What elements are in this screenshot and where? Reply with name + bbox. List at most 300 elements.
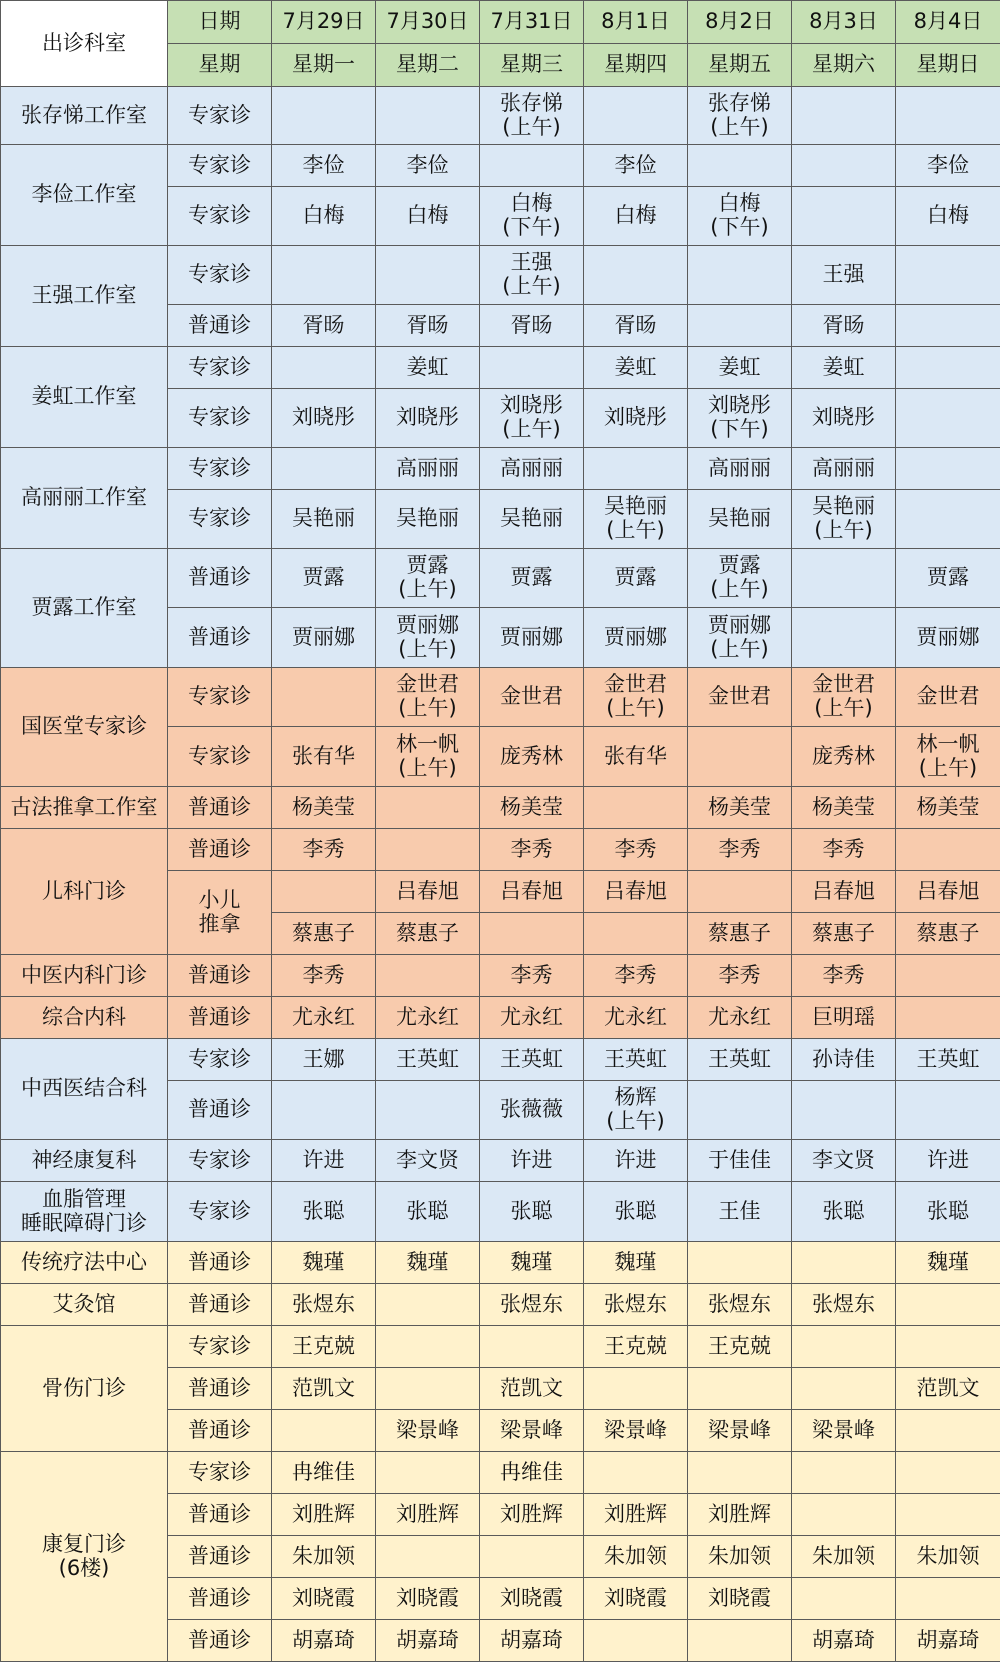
doctor-cell — [688, 246, 792, 305]
doctor-cell — [896, 87, 1000, 145]
doctor-cell: 贾丽娜 — [896, 608, 1000, 668]
clinic-type-cell: 普通诊 — [168, 608, 272, 668]
doctor-cell: 李俭 — [896, 145, 1000, 187]
doctor-cell: 胡嘉琦 — [792, 1620, 896, 1662]
doctor-cell: 杨辉 (上午) — [584, 1081, 688, 1140]
doctor-cell — [584, 913, 688, 955]
doctor-cell — [896, 1410, 1000, 1452]
doctor-cell — [688, 871, 792, 913]
doctor-cell: 梁景峰 — [792, 1410, 896, 1452]
doctor-cell: 刘晓彤 (上午) — [480, 389, 584, 448]
doctor-cell: 许进 — [272, 1140, 376, 1182]
doctor-cell: 蔡惠子 — [792, 913, 896, 955]
doctor-cell: 吴艳丽 (上午) — [792, 490, 896, 549]
doctor-cell: 贾露 — [480, 549, 584, 608]
doctor-cell: 于佳佳 — [688, 1140, 792, 1182]
doctor-cell — [376, 1536, 480, 1578]
doctor-cell — [896, 305, 1000, 347]
doctor-cell — [792, 1242, 896, 1284]
schedule-body — [1, 1, 1000, 1662]
department-cell: 高丽丽工作室 — [1, 448, 168, 549]
department-cell: 骨伤门诊 — [1, 1326, 168, 1452]
clinic-type-cell: 普通诊 — [168, 1284, 272, 1326]
doctor-cell: 吴艳丽 — [272, 490, 376, 549]
doctor-cell: 王英虹 — [376, 1039, 480, 1081]
doctor-cell — [480, 913, 584, 955]
doctor-cell: 杨美莹 — [480, 787, 584, 829]
doctor-cell: 王英虹 — [584, 1039, 688, 1081]
doctor-cell: 刘胜辉 — [584, 1494, 688, 1536]
doctor-cell: 张聪 — [272, 1182, 376, 1242]
schedule-row — [1, 1452, 1000, 1494]
doctor-cell: 许进 — [480, 1140, 584, 1182]
doctor-cell: 蔡惠子 — [688, 913, 792, 955]
doctor-cell: 王强 (上午) — [480, 246, 584, 305]
doctor-cell: 范凯文 — [272, 1368, 376, 1410]
doctor-cell: 胥旸 — [480, 305, 584, 347]
doctor-cell: 金世君 — [896, 668, 1000, 727]
doctor-cell — [688, 1620, 792, 1662]
department-cell: 血脂管理 睡眠障碍门诊 — [1, 1182, 168, 1242]
doctor-cell: 魏瑾 — [376, 1242, 480, 1284]
doctor-cell: 贾露 (上午) — [688, 549, 792, 608]
doctor-cell: 姜虹 — [376, 347, 480, 389]
doctor-cell: 张聪 — [376, 1182, 480, 1242]
clinic-type-cell: 专家诊 — [168, 1182, 272, 1242]
doctor-cell — [480, 1326, 584, 1368]
doctor-cell: 尤永红 — [480, 997, 584, 1039]
doctor-cell: 吕春旭 — [480, 871, 584, 913]
doctor-cell — [688, 305, 792, 347]
doctor-cell — [272, 668, 376, 727]
department-cell: 贾露工作室 — [1, 549, 168, 668]
doctor-cell — [792, 1326, 896, 1368]
doctor-cell: 贾丽娜 — [272, 608, 376, 668]
schedule-row — [1, 549, 1000, 608]
doctor-cell: 冉维佳 — [480, 1452, 584, 1494]
weekday-cell: 星期五 — [688, 44, 792, 87]
doctor-cell: 姜虹 — [584, 347, 688, 389]
doctor-cell — [688, 1452, 792, 1494]
doctor-cell: 贾露 — [272, 549, 376, 608]
doctor-cell — [584, 87, 688, 145]
clinic-type-cell: 专家诊 — [168, 1452, 272, 1494]
doctor-cell — [584, 448, 688, 490]
doctor-cell — [792, 1368, 896, 1410]
doctor-cell: 王克兢 — [688, 1326, 792, 1368]
doctor-cell: 林一帆 (上午) — [376, 727, 480, 787]
doctor-cell — [688, 1368, 792, 1410]
doctor-cell: 魏瑾 — [896, 1242, 1000, 1284]
department-cell: 王强工作室 — [1, 246, 168, 347]
doctor-cell: 李秀 — [272, 829, 376, 871]
doctor-cell: 张煜东 — [584, 1284, 688, 1326]
doctor-cell: 胡嘉琦 — [272, 1620, 376, 1662]
clinic-type-cell: 普通诊 — [168, 955, 272, 997]
doctor-cell: 吕春旭 — [376, 871, 480, 913]
doctor-cell: 蔡惠子 — [896, 913, 1000, 955]
schedule-row — [1, 347, 1000, 389]
department-cell: 姜虹工作室 — [1, 347, 168, 448]
doctor-cell: 梁景峰 — [480, 1410, 584, 1452]
doctor-cell: 姜虹 — [688, 347, 792, 389]
doctor-cell: 巨明瑶 — [792, 997, 896, 1039]
schedule-row — [1, 145, 1000, 187]
doctor-cell: 刘晓霞 — [688, 1578, 792, 1620]
doctor-cell: 金世君 (上午) — [792, 668, 896, 727]
doctor-cell: 张有华 — [272, 727, 376, 787]
doctor-cell: 王佳 — [688, 1182, 792, 1242]
clinic-type-cell: 普通诊 — [168, 1494, 272, 1536]
schedule-row — [1, 246, 1000, 305]
doctor-cell: 王英虹 — [480, 1039, 584, 1081]
doctor-cell: 白梅 — [272, 187, 376, 246]
doctor-cell: 刘晓彤 (下午) — [688, 389, 792, 448]
doctor-cell: 白梅 — [896, 187, 1000, 246]
doctor-cell: 刘胜辉 — [272, 1494, 376, 1536]
doctor-cell — [376, 1368, 480, 1410]
doctor-cell: 高丽丽 — [792, 448, 896, 490]
doctor-cell: 吴艳丽 — [688, 490, 792, 549]
doctor-cell: 刘胜辉 — [688, 1494, 792, 1536]
department-cell: 神经康复科 — [1, 1140, 168, 1182]
doctor-cell — [792, 145, 896, 187]
doctor-cell: 杨美莹 — [792, 787, 896, 829]
doctor-cell — [896, 955, 1000, 997]
doctor-cell: 尤永红 — [584, 997, 688, 1039]
doctor-cell: 李俭 — [584, 145, 688, 187]
doctor-cell — [272, 246, 376, 305]
doctor-cell: 张存悌 (上午) — [480, 87, 584, 145]
doctor-cell — [896, 347, 1000, 389]
doctor-cell: 杨美莹 — [688, 787, 792, 829]
clinic-type-cell: 普通诊 — [168, 549, 272, 608]
clinic-type-cell: 专家诊 — [168, 448, 272, 490]
clinic-type-cell: 普通诊 — [168, 1410, 272, 1452]
doctor-cell — [584, 1620, 688, 1662]
clinic-type-cell: 普通诊 — [168, 787, 272, 829]
clinic-type-cell: 普通诊 — [168, 1081, 272, 1140]
doctor-cell: 王英虹 — [896, 1039, 1000, 1081]
doctor-cell — [376, 1284, 480, 1326]
clinic-type-cell: 专家诊 — [168, 490, 272, 549]
doctor-cell: 金世君 (上午) — [584, 668, 688, 727]
doctor-cell: 张存悌 (上午) — [688, 87, 792, 145]
schedule-row — [1, 1140, 1000, 1182]
doctor-cell: 范凯文 — [896, 1368, 1000, 1410]
doctor-cell: 吕春旭 — [584, 871, 688, 913]
doctor-cell: 梁景峰 — [376, 1410, 480, 1452]
clinic-type-cell: 专家诊 — [168, 187, 272, 246]
clinic-type-cell: 专家诊 — [168, 1140, 272, 1182]
doctor-cell: 李秀 — [584, 955, 688, 997]
doctor-cell — [584, 246, 688, 305]
doctor-cell: 范凯文 — [480, 1368, 584, 1410]
doctor-cell — [792, 549, 896, 608]
department-cell: 古法推拿工作室 — [1, 787, 168, 829]
doctor-cell: 吴艳丽 (上午) — [584, 490, 688, 549]
doctor-cell: 刘胜辉 — [376, 1494, 480, 1536]
doctor-cell — [896, 1326, 1000, 1368]
doctor-cell — [792, 608, 896, 668]
doctor-cell: 白梅 — [376, 187, 480, 246]
doctor-cell: 冉维佳 — [272, 1452, 376, 1494]
doctor-cell: 张煜东 — [272, 1284, 376, 1326]
doctor-cell — [896, 1284, 1000, 1326]
clinic-type-cell: 普通诊 — [168, 1620, 272, 1662]
doctor-cell: 金世君 (上午) — [376, 668, 480, 727]
doctor-cell: 蔡惠子 — [272, 913, 376, 955]
doctor-cell — [376, 955, 480, 997]
doctor-cell — [792, 87, 896, 145]
doctor-cell — [272, 448, 376, 490]
doctor-cell — [896, 997, 1000, 1039]
doctor-cell — [896, 490, 1000, 549]
department-cell: 李俭工作室 — [1, 145, 168, 246]
doctor-cell: 魏瑾 — [480, 1242, 584, 1284]
weekday-cell: 星期日 — [896, 44, 1000, 87]
schedule-row — [1, 1326, 1000, 1368]
doctor-cell: 张有华 — [584, 727, 688, 787]
clinic-type-cell: 专家诊 — [168, 246, 272, 305]
doctor-cell — [272, 347, 376, 389]
doctor-cell: 张聪 — [584, 1182, 688, 1242]
department-cell: 儿科门诊 — [1, 829, 168, 955]
doctor-cell — [272, 87, 376, 145]
doctor-cell — [896, 829, 1000, 871]
doctor-cell: 白梅 (下午) — [688, 187, 792, 246]
doctor-cell: 朱加领 — [272, 1536, 376, 1578]
doctor-cell: 林一帆 (上午) — [896, 727, 1000, 787]
doctor-cell: 贾丽娜 (上午) — [688, 608, 792, 668]
doctor-cell: 金世君 — [480, 668, 584, 727]
clinic-type-cell: 专家诊 — [168, 1326, 272, 1368]
doctor-cell — [480, 145, 584, 187]
weekday-cell: 星期三 — [480, 44, 584, 87]
doctor-cell: 胥旸 — [792, 305, 896, 347]
doctor-cell: 蔡惠子 — [376, 913, 480, 955]
doctor-cell — [896, 1452, 1000, 1494]
doctor-cell: 高丽丽 — [480, 448, 584, 490]
doctor-cell: 朱加领 — [896, 1536, 1000, 1578]
department-cell: 综合内科 — [1, 997, 168, 1039]
clinic-type-cell: 普通诊 — [168, 1536, 272, 1578]
schedule-row — [1, 1242, 1000, 1284]
weekday-cell: 星期一 — [272, 44, 376, 87]
doctor-cell: 刘晓彤 — [376, 389, 480, 448]
doctor-cell: 李俭 — [272, 145, 376, 187]
doctor-cell: 刘晓彤 — [792, 389, 896, 448]
doctor-cell: 庞秀林 — [792, 727, 896, 787]
doctor-cell: 胡嘉琦 — [480, 1620, 584, 1662]
doctor-cell: 李秀 — [688, 955, 792, 997]
clinic-type-cell: 专家诊 — [168, 668, 272, 727]
doctor-cell: 李秀 — [584, 829, 688, 871]
doctor-cell: 王强 — [792, 246, 896, 305]
doctor-cell — [376, 829, 480, 871]
doctor-cell: 金世君 — [688, 668, 792, 727]
doctor-cell: 刘晓霞 — [272, 1578, 376, 1620]
doctor-cell: 白梅 — [584, 187, 688, 246]
doctor-cell: 尤永红 — [376, 997, 480, 1039]
schedule-row — [1, 668, 1000, 727]
doctor-cell: 姜虹 — [792, 347, 896, 389]
weekday-cell: 星期六 — [792, 44, 896, 87]
doctor-cell — [688, 1081, 792, 1140]
doctor-cell — [584, 1368, 688, 1410]
clinic-type-cell: 普通诊 — [168, 997, 272, 1039]
department-cell: 中医内科门诊 — [1, 955, 168, 997]
doctor-cell: 杨美莹 — [272, 787, 376, 829]
doctor-cell: 张煜东 — [480, 1284, 584, 1326]
date-cell: 8月3日 — [792, 1, 896, 44]
doctor-cell: 高丽丽 — [376, 448, 480, 490]
department-cell: 中西医结合科 — [1, 1039, 168, 1140]
date-cell: 7月30日 — [376, 1, 480, 44]
clinic-type-cell: 专家诊 — [168, 347, 272, 389]
doctor-cell: 李文贤 — [792, 1140, 896, 1182]
doctor-cell: 贾丽娜 — [480, 608, 584, 668]
doctor-cell — [792, 1452, 896, 1494]
doctor-cell: 贾露 (上午) — [376, 549, 480, 608]
doctor-cell — [376, 1081, 480, 1140]
date-cell: 7月31日 — [480, 1, 584, 44]
doctor-cell: 吕春旭 — [896, 871, 1000, 913]
date-cell: 8月4日 — [896, 1, 1000, 44]
schedule-row — [1, 448, 1000, 490]
doctor-cell: 胡嘉琦 — [376, 1620, 480, 1662]
doctor-cell: 胥旸 — [376, 305, 480, 347]
clinic-type-cell: 普通诊 — [168, 1578, 272, 1620]
doctor-cell — [896, 389, 1000, 448]
doctor-cell: 胡嘉琦 — [896, 1620, 1000, 1662]
doctor-cell: 李秀 — [272, 955, 376, 997]
doctor-cell: 朱加领 — [792, 1536, 896, 1578]
doctor-cell: 王英虹 — [688, 1039, 792, 1081]
doctor-cell: 梁景峰 — [584, 1410, 688, 1452]
schedule-row — [1, 787, 1000, 829]
doctor-cell: 王克兢 — [584, 1326, 688, 1368]
doctor-cell: 贾丽娜 — [584, 608, 688, 668]
date-cell: 8月2日 — [688, 1, 792, 44]
clinic-type-cell: 普通诊 — [168, 1368, 272, 1410]
doctor-cell: 吕春旭 — [792, 871, 896, 913]
doctor-cell — [376, 1326, 480, 1368]
doctor-cell — [584, 1452, 688, 1494]
doctor-cell — [896, 1081, 1000, 1140]
doctor-cell — [480, 347, 584, 389]
doctor-cell: 张煜东 — [792, 1284, 896, 1326]
doctor-cell — [896, 246, 1000, 305]
doctor-cell — [272, 871, 376, 913]
doctor-cell: 朱加领 — [584, 1536, 688, 1578]
doctor-cell — [792, 1081, 896, 1140]
clinic-type-cell: 专家诊 — [168, 87, 272, 145]
title-cell: 出诊科室 — [1, 1, 168, 87]
doctor-cell — [792, 1578, 896, 1620]
doctor-cell — [896, 448, 1000, 490]
schedule-row — [1, 1284, 1000, 1326]
doctor-cell: 梁景峰 — [688, 1410, 792, 1452]
doctor-cell: 张聪 — [792, 1182, 896, 1242]
doctor-cell: 胥旸 — [272, 305, 376, 347]
schedule-row — [1, 1039, 1000, 1081]
doctor-cell: 许进 — [896, 1140, 1000, 1182]
department-cell: 艾灸馆 — [1, 1284, 168, 1326]
doctor-cell: 杨美莹 — [896, 787, 1000, 829]
doctor-cell — [480, 1536, 584, 1578]
doctor-cell: 李秀 — [792, 829, 896, 871]
doctor-cell: 王克兢 — [272, 1326, 376, 1368]
department-cell: 康复门诊 (6楼) — [1, 1452, 168, 1662]
department-cell: 传统疗法中心 — [1, 1242, 168, 1284]
clinic-type-cell: 专家诊 — [168, 145, 272, 187]
doctor-cell: 刘晓霞 — [480, 1578, 584, 1620]
doctor-cell: 贾露 — [896, 549, 1000, 608]
doctor-cell — [272, 1081, 376, 1140]
department-cell: 张存悌工作室 — [1, 87, 168, 145]
doctor-cell — [376, 246, 480, 305]
doctor-cell: 刘晓彤 — [584, 389, 688, 448]
clinic-type-cell: 普通诊 — [168, 1242, 272, 1284]
clinic-type-cell: 专家诊 — [168, 727, 272, 787]
doctor-cell: 李秀 — [480, 829, 584, 871]
doctor-cell: 张聪 — [896, 1182, 1000, 1242]
clinic-type-cell: 专家诊 — [168, 389, 272, 448]
doctor-cell — [792, 187, 896, 246]
clinic-type-cell: 小儿 推拿 — [168, 871, 272, 955]
doctor-cell — [688, 727, 792, 787]
doctor-cell: 王娜 — [272, 1039, 376, 1081]
doctor-cell — [272, 1410, 376, 1452]
doctor-cell: 孙诗佳 — [792, 1039, 896, 1081]
doctor-cell: 张煜东 — [688, 1284, 792, 1326]
doctor-cell: 李秀 — [480, 955, 584, 997]
doctor-cell — [896, 1578, 1000, 1620]
schedule-row — [1, 997, 1000, 1039]
doctor-cell: 尤永红 — [688, 997, 792, 1039]
doctor-cell: 白梅 (下午) — [480, 187, 584, 246]
doctor-cell: 魏瑾 — [272, 1242, 376, 1284]
department-cell: 国医堂专家诊 — [1, 668, 168, 787]
doctor-cell: 刘胜辉 — [480, 1494, 584, 1536]
weekday-cell: 星期四 — [584, 44, 688, 87]
doctor-cell — [584, 787, 688, 829]
doctor-cell: 魏瑾 — [584, 1242, 688, 1284]
doctor-cell — [896, 1494, 1000, 1536]
doctor-cell: 尤永红 — [272, 997, 376, 1039]
doctor-cell: 李秀 — [792, 955, 896, 997]
schedule-row — [1, 955, 1000, 997]
doctor-cell: 胥旸 — [584, 305, 688, 347]
doctor-cell — [376, 787, 480, 829]
schedule-row — [1, 87, 1000, 145]
doctor-cell: 刘晓霞 — [584, 1578, 688, 1620]
doctor-cell — [376, 87, 480, 145]
doctor-cell: 贾丽娜 (上午) — [376, 608, 480, 668]
doctor-cell — [792, 1494, 896, 1536]
doctor-cell: 刘晓彤 — [272, 389, 376, 448]
weekday-cell: 星期二 — [376, 44, 480, 87]
doctor-cell: 庞秀林 — [480, 727, 584, 787]
doctor-cell: 高丽丽 — [688, 448, 792, 490]
doctor-cell: 刘晓霞 — [376, 1578, 480, 1620]
doctor-cell: 张聪 — [480, 1182, 584, 1242]
schedule-row — [1, 1182, 1000, 1242]
clinic-type-cell: 专家诊 — [168, 1039, 272, 1081]
doctor-cell: 张薇薇 — [480, 1081, 584, 1140]
header-date-row — [1, 1, 1000, 44]
